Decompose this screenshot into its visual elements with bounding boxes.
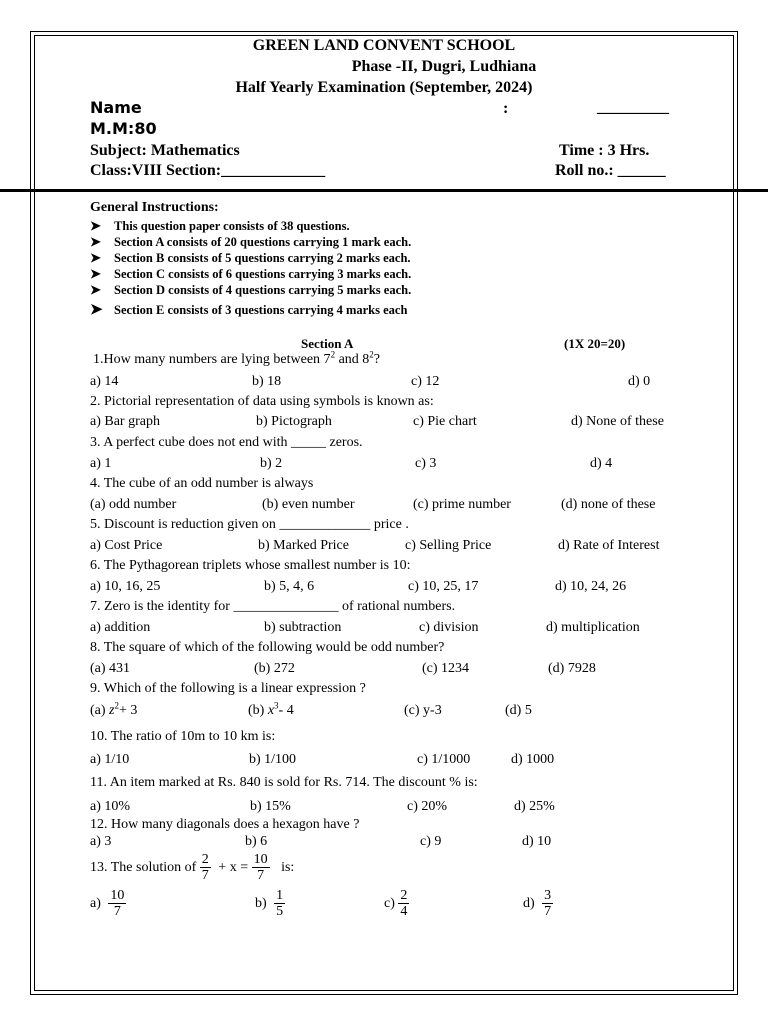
question-8: 8. The square of which of the following would be odd number? bbox=[90, 640, 445, 655]
instruction-item: ➤ Section C consists of 6 questions carrying 3 marks each. bbox=[90, 266, 412, 281]
fraction: $\frac{3}{7}$ bbox=[544, 888, 552, 920]
arrow-bullet-icon: ➤ bbox=[90, 302, 103, 318]
q2-option-c: c) Pie chart bbox=[413, 414, 477, 429]
q12-option-c: c) 9 bbox=[420, 834, 442, 849]
question-11: 11. An item marked at Rs. 840 is sold for Rs. 714. The discount % is: bbox=[90, 775, 478, 790]
question-5: 5. Discount is reduction given on _____________ price . bbox=[90, 517, 409, 532]
question-2: 2. Pictorial representation of data using symbols is known as: bbox=[90, 394, 434, 409]
instruction-item: ➤ Section E consists of 3 questions carrying 4 marks each bbox=[90, 302, 408, 318]
q10-option-d: d) 1000 bbox=[511, 752, 555, 767]
q7-option-a: a) addition bbox=[90, 620, 151, 635]
q4-option-b: (b) even number bbox=[262, 497, 355, 512]
q6-option-b: b) 5, 4, 6 bbox=[264, 579, 315, 594]
q9-option-d: (d) 5 bbox=[505, 703, 532, 718]
q13-option-c: c) $\frac{2}{4}$ bbox=[384, 888, 408, 920]
arrow-bullet-icon: ➤ bbox=[90, 266, 101, 281]
fraction: $\frac{2}{4}$ bbox=[400, 888, 408, 920]
q2-option-b: b) Pictograph bbox=[256, 414, 332, 429]
name-blank: _________ bbox=[597, 99, 669, 116]
q1-option-b: b) 18 bbox=[252, 374, 282, 389]
q9-option-a: (a) $z^2+ 3$ bbox=[90, 700, 138, 718]
q12-option-b: b) 6 bbox=[245, 834, 268, 849]
question-1: 1.How many numbers are lying between $7^2$ and $8^2$? bbox=[93, 349, 380, 367]
q8-option-b: (b) 272 bbox=[254, 661, 295, 676]
q6-option-c: c) 10, 25, 17 bbox=[408, 579, 479, 594]
q1-option-c: c) 12 bbox=[411, 374, 440, 389]
arrow-bullet-icon: ➤ bbox=[90, 282, 101, 297]
q11-option-a: a) 10% bbox=[90, 799, 131, 814]
question-6: 6. The Pythagorean triplets whose smallest number is 10: bbox=[90, 558, 411, 573]
q12-option-a: a) 3 bbox=[90, 834, 112, 849]
q5-option-d: d) Rate of Interest bbox=[558, 538, 660, 553]
q1-option-a: a) 14 bbox=[90, 374, 119, 389]
q9-option-b: (b) $x^3-$ 4 bbox=[248, 700, 294, 718]
name-colon: : bbox=[503, 100, 509, 117]
q3-option-d: d) 4 bbox=[590, 456, 613, 471]
q5-option-c: c) Selling Price bbox=[405, 538, 492, 553]
time: Time : 3 Hrs. bbox=[559, 142, 650, 159]
q6-option-d: d) 10, 24, 26 bbox=[555, 579, 627, 594]
q11-option-c: c) 20% bbox=[407, 799, 448, 814]
instructions-title: General Instructions: bbox=[90, 200, 219, 215]
q2-option-a: a) Bar graph bbox=[90, 414, 160, 429]
q12-option-d: d) 10 bbox=[522, 834, 552, 849]
q10-option-b: b) 1/100 bbox=[249, 752, 297, 767]
exam-title: Half Yearly Examination (September, 2024) bbox=[235, 79, 533, 96]
q4-option-a: (a) odd number bbox=[90, 497, 177, 512]
q2-option-d: d) None of these bbox=[571, 414, 664, 429]
q13-option-a: a) $\frac{10}{7}$ bbox=[90, 888, 125, 920]
q10-option-c: c) 1/1000 bbox=[417, 752, 471, 767]
arrow-bullet-icon: ➤ bbox=[90, 250, 101, 265]
q7-option-c: c) division bbox=[419, 620, 479, 635]
class-section: Class:VIII Section:_____________ bbox=[90, 162, 326, 179]
school-name: GREEN LAND CONVENT SCHOOL bbox=[252, 37, 516, 54]
question-3: 3. A perfect cube does not end with _____ zeros. bbox=[90, 435, 363, 450]
name-label: Name bbox=[90, 98, 142, 117]
fraction: $\frac{2}{7}$ bbox=[201, 852, 209, 884]
q11-option-d: d) 25% bbox=[514, 799, 555, 814]
q4-option-c: (c) prime number bbox=[413, 497, 511, 512]
q1-option-d: d) 0 bbox=[628, 374, 651, 389]
instruction-item: ➤ Section A consists of 20 questions carrying 1 mark each. bbox=[90, 234, 412, 249]
q6-option-a: a) 10, 16, 25 bbox=[90, 579, 161, 594]
roll-number: Roll no.: ______ bbox=[555, 162, 666, 179]
instruction-item: ➤ This question paper consists of 38 questions. bbox=[90, 218, 350, 233]
question-12: 12. How many diagonals does a hexagon have ? bbox=[90, 817, 360, 832]
section-a-marks: (1X 20=20) bbox=[564, 336, 626, 351]
q4-option-d: (d) none of these bbox=[561, 497, 656, 512]
q8-option-c: (c) 1234 bbox=[422, 661, 470, 676]
arrow-bullet-icon: ➤ bbox=[90, 218, 101, 233]
fraction: $\frac{10}{7}$ bbox=[110, 888, 125, 920]
q7-option-b: b) subtraction bbox=[264, 620, 342, 635]
max-marks: M.M:80 bbox=[90, 119, 157, 138]
fraction: $\frac{1}{5}$ bbox=[276, 888, 284, 920]
question-7: 7. Zero is the identity for _______________ of rational numbers. bbox=[90, 599, 456, 614]
instruction-item: ➤ Section D consists of 4 questions carrying 5 marks each. bbox=[90, 282, 412, 297]
school-address: Phase -II, Dugri, Ludhiana bbox=[351, 58, 537, 75]
instruction-item: ➤ Section B consists of 5 questions carrying 2 marks each. bbox=[90, 250, 411, 265]
subject: Subject: Mathematics bbox=[90, 142, 240, 159]
q3-option-b: b) 2 bbox=[260, 456, 283, 471]
q3-option-c: c) 3 bbox=[415, 456, 437, 471]
q13-option-d: d) $\frac{3}{7}$ bbox=[523, 888, 552, 920]
question-10: 10. The ratio of 10m to 10 km is: bbox=[90, 729, 276, 744]
fraction: $\frac{10}{7}$ bbox=[253, 852, 268, 884]
q10-option-a: a) 1/10 bbox=[90, 752, 130, 767]
section-a-title: Section A bbox=[301, 336, 354, 351]
q13-option-b: b) $\frac{1}{5}$ bbox=[255, 888, 284, 920]
header-divider bbox=[0, 189, 768, 192]
arrow-bullet-icon: ➤ bbox=[90, 234, 101, 249]
q11-option-b: b) 15% bbox=[250, 799, 291, 814]
q5-option-b: b) Marked Price bbox=[258, 538, 349, 553]
q8-option-a: (a) 431 bbox=[90, 661, 131, 676]
q7-option-d: d) multiplication bbox=[546, 620, 640, 635]
question-13: 13. The solution of $\frac{2}{7}$ + x = $\frac{10}{7}$ is: bbox=[90, 852, 295, 884]
q9-option-c: (c) y-3 bbox=[404, 703, 442, 718]
q8-option-d: (d) 7928 bbox=[548, 661, 596, 676]
question-4: 4. The cube of an odd number is always bbox=[90, 476, 314, 491]
question-9: 9. Which of the following is a linear expression ? bbox=[90, 681, 366, 696]
q3-option-a: a) 1 bbox=[90, 456, 112, 471]
q5-option-a: a) Cost Price bbox=[90, 538, 163, 553]
